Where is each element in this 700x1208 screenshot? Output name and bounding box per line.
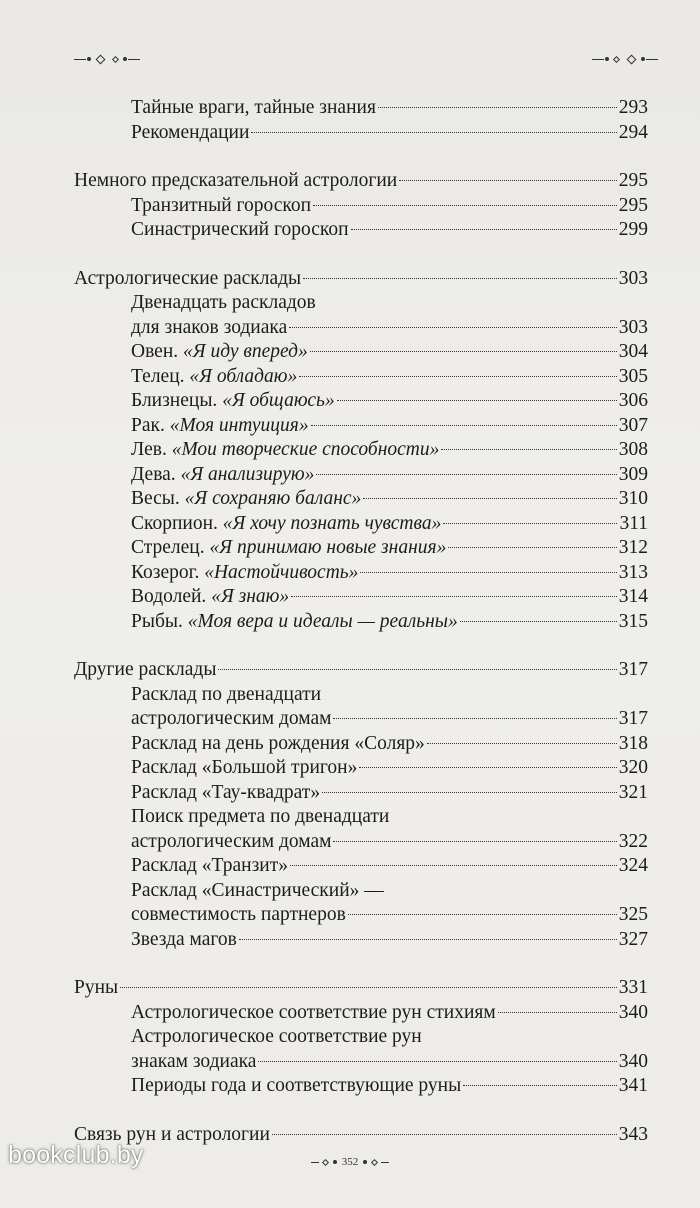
toc-subentry (74, 365, 648, 390)
toc-subentry (74, 121, 648, 146)
toc-entry-title (131, 928, 237, 953)
dot-leader (299, 376, 616, 377)
toc-page-number: 305 (618, 365, 648, 387)
table-of-contents (74, 96, 648, 1147)
toc-subentry (74, 610, 648, 635)
toc-entry-label: Весы. (131, 488, 185, 509)
toc-page-number: 315 (618, 610, 648, 632)
toc-entry-label: Тайные враги, тайные знания (131, 97, 376, 118)
toc-page-number: 317 (618, 659, 648, 680)
toc-subentry (74, 463, 648, 488)
toc-entry-title (131, 291, 316, 316)
toc-subentry (74, 1050, 648, 1075)
section-gap (74, 243, 648, 267)
dot-leader (360, 572, 616, 573)
toc-entry-title (131, 438, 439, 463)
dot-leader (291, 596, 617, 597)
toc-entry-title (131, 340, 308, 365)
toc-page-number: 312 (618, 537, 648, 558)
toc-page-number: 314 (618, 586, 648, 607)
dot-leader (399, 180, 617, 181)
dot-leader (239, 939, 617, 940)
toc-page-number: 341 (618, 1075, 648, 1096)
toc-entry-label: Рекомендации (131, 121, 250, 143)
toc-subentry (74, 316, 648, 341)
dot-leader (363, 498, 616, 499)
toc-subentry (74, 96, 648, 121)
toc-subentry (74, 512, 648, 537)
toc-page-number: 325 (618, 904, 648, 925)
toc-subentry (74, 561, 648, 586)
toc-page-number: 304 (618, 341, 648, 362)
toc-entry-label: Телец. (131, 365, 190, 387)
toc-subentry (74, 781, 648, 806)
toc-entry-motto: «Мои творческие способности» (171, 439, 440, 460)
dot-leader (316, 474, 616, 475)
toc-entry-title (131, 512, 441, 537)
toc-page-number: 322 (618, 830, 648, 852)
toc-subentry (74, 683, 648, 708)
dot-leader (303, 278, 617, 279)
toc-subentry (74, 389, 648, 414)
toc-section-entry (74, 267, 648, 292)
toc-entry-title (74, 976, 118, 1001)
toc-entry-title (131, 879, 384, 904)
toc-entry-title (131, 756, 357, 781)
toc-entry-title (131, 194, 311, 219)
toc-subentry (74, 854, 648, 879)
toc-entry-label: Другие расклады (74, 659, 217, 680)
toc-entry-title (131, 732, 425, 757)
toc-entry-title (131, 561, 358, 586)
toc-entry-motto: «Я хочу познать чувства» (222, 512, 442, 534)
toc-entry-title (131, 585, 289, 610)
toc-entry-label: Транзитный гороскоп (131, 194, 312, 216)
toc-entry-title (131, 121, 249, 146)
dot-leader (311, 425, 617, 426)
toc-entry-label: Овен. (131, 341, 184, 362)
toc-entry-label: Периоды года и соответствующие руны (131, 1075, 462, 1096)
toc-entry-label: Козерог. (131, 561, 205, 583)
toc-subentry (74, 805, 648, 830)
dot-leader (427, 743, 617, 744)
toc-entry-motto: «Я обладаю» (189, 365, 298, 387)
toc-entry-motto: «Я иду вперед» (183, 341, 308, 362)
dot-leader (251, 132, 616, 133)
dot-leader (333, 841, 616, 842)
toc-entry-label: Руны (74, 977, 119, 998)
toc-entry-label: Близнецы. (131, 390, 223, 411)
toc-entry-label: Связь рун и астрологии (74, 1123, 270, 1145)
toc-page-number: 308 (618, 439, 648, 460)
toc-subentry (74, 585, 648, 610)
toc-entry-label: Астрологические расклады (74, 267, 302, 289)
page-number: 352 (341, 1156, 359, 1168)
toc-entry-title (131, 1001, 496, 1026)
dot-leader (348, 914, 617, 915)
toc-entry-label: Скорпион. (131, 512, 223, 534)
toc-entry-title (131, 536, 446, 561)
toc-page-number: 331 (618, 977, 648, 998)
dot-leader (337, 400, 617, 401)
dot-leader (218, 669, 616, 670)
toc-entry-label: Рак. (131, 414, 170, 436)
toc-subentry (74, 707, 648, 732)
toc-subentry (74, 830, 648, 855)
toc-subentry (74, 487, 648, 512)
toc-entry-label: Двенадцать раскладов (131, 292, 316, 313)
toc-entry-title (131, 389, 335, 414)
toc-entry-label: Немного предсказательной астрологии (74, 170, 398, 191)
toc-section-entry (74, 658, 648, 683)
toc-entry-title (131, 1025, 422, 1050)
toc-entry-label: Расклад «Синастрический» — (131, 879, 384, 901)
toc-entry-label: Расклад по двенадцати (131, 683, 322, 705)
dot-leader (120, 987, 617, 988)
toc-entry-title (131, 707, 331, 732)
toc-entry-label: знакам зодиака (131, 1050, 257, 1072)
section-gap (74, 145, 648, 169)
toc-entry-motto: «Я принимаю новые знания» (209, 537, 447, 558)
toc-section-entry (74, 976, 648, 1001)
toc-entry-label: Астрологическое соответствие рун (131, 1026, 422, 1047)
toc-page-number: 303 (618, 267, 648, 289)
toc-subentry (74, 1001, 648, 1026)
toc-entry-motto: «Я анализирую» (180, 463, 315, 485)
toc-page-number: 294 (618, 121, 648, 143)
toc-entry-title (131, 805, 389, 830)
footer-ornament-right-icon (362, 1160, 389, 1165)
dot-leader (272, 1134, 617, 1135)
toc-page-number: 306 (618, 390, 648, 411)
toc-entry-title (131, 903, 346, 928)
toc-entry-label: Поиск предмета по двенадцати (131, 806, 390, 827)
toc-entry-title (131, 781, 320, 806)
toc-entry-label: астрологическим домам (131, 830, 332, 852)
toc-entry-title (131, 96, 376, 121)
section-gap (74, 1099, 648, 1123)
dot-leader (443, 523, 617, 524)
dot-leader (498, 1012, 617, 1013)
footer-ornament-left-icon (311, 1160, 338, 1165)
toc-entry-title (131, 830, 331, 855)
header-ornament-right-icon (592, 52, 658, 66)
toc-section-entry (74, 1123, 648, 1148)
toc-subentry (74, 879, 648, 904)
toc-entry-label: Рыбы. (131, 610, 188, 632)
toc-entry-label: Расклад «Транзит» (131, 855, 288, 876)
toc-page-number: 317 (618, 708, 648, 729)
toc-entry-label: для знаков зодиака (131, 316, 288, 338)
toc-page-number: 313 (618, 561, 648, 583)
toc-entry-motto: «Моя интуиция» (169, 414, 309, 436)
dot-leader (322, 792, 617, 793)
toc-entry-label: Астрологическое соответствие рун стихиям (131, 1001, 496, 1023)
toc-subentry (74, 903, 648, 928)
dot-leader (333, 718, 616, 719)
toc-subentry (74, 1025, 648, 1050)
toc-page-number: 343 (618, 1123, 648, 1145)
toc-page-number: 295 (618, 170, 648, 191)
toc-entry-motto: «Настойчивость» (204, 561, 359, 583)
toc-entry-label: Синастрический гороскоп (131, 219, 349, 240)
toc-page-number: 311 (619, 512, 648, 534)
toc-page-number: 327 (618, 928, 648, 950)
dot-leader (359, 767, 616, 768)
toc-entry-title (131, 414, 309, 439)
dot-leader (441, 449, 616, 450)
toc-entry-title (131, 1074, 461, 1099)
toc-subentry (74, 928, 648, 953)
toc-entry-label: Дева. (131, 463, 181, 485)
toc-subentry (74, 340, 648, 365)
toc-subentry (74, 194, 648, 219)
watermark: bookclub.by (8, 1141, 144, 1169)
toc-entry-title (74, 267, 301, 292)
toc-entry-title (131, 683, 321, 708)
toc-entry-label: астрологическим домам (131, 708, 332, 729)
toc-entry-motto: «Я сохраняю баланс» (184, 488, 362, 509)
toc-page-number: 307 (618, 414, 648, 436)
toc-entry-title (74, 658, 216, 683)
toc-entry-title (131, 854, 288, 879)
toc-entry-motto: «Я знаю» (211, 586, 290, 607)
dot-leader (290, 865, 617, 866)
toc-entry-label: Звезда магов (131, 928, 237, 950)
toc-entry-motto: «Моя вера и идеалы — реальны» (187, 610, 458, 632)
toc-entry-title (131, 610, 458, 635)
toc-entry-label: Лев. (131, 439, 172, 460)
toc-entry-title (131, 365, 297, 390)
toc-page-number: 340 (618, 1050, 648, 1072)
toc-subentry (74, 1074, 648, 1099)
dot-leader (313, 205, 617, 206)
toc-subentry (74, 732, 648, 757)
toc-entry-title (131, 463, 314, 488)
toc-page-number: 303 (618, 316, 648, 338)
header-ornament-left-icon (74, 52, 140, 66)
toc-subentry (74, 291, 648, 316)
toc-entry-label: Расклад «Большой тригон» (131, 757, 358, 778)
toc-page-number: 310 (618, 488, 648, 509)
toc-section-entry (74, 169, 648, 194)
toc-entry-label: Расклад «Тау-квадрат» (131, 781, 321, 803)
dot-leader (351, 229, 617, 230)
toc-entry-title (131, 1050, 256, 1075)
toc-page-number: 299 (618, 219, 648, 240)
toc-entry-title (131, 316, 287, 341)
toc-entry-label: Расклад на день рождения «Соляр» (131, 732, 425, 754)
dot-leader (289, 327, 617, 328)
toc-subentry (74, 438, 648, 463)
dot-leader (378, 107, 617, 108)
toc-entry-motto: «Я общаюсь» (222, 390, 335, 411)
toc-page-number: 321 (618, 781, 648, 803)
toc-page-number: 340 (618, 1001, 648, 1023)
toc-entry-label: совместимость партнеров (131, 904, 346, 925)
toc-entry-title (131, 218, 349, 243)
toc-page-number: 295 (618, 194, 648, 216)
toc-page-number: 324 (618, 855, 648, 876)
dot-leader (460, 621, 617, 622)
toc-entry-title (74, 169, 397, 194)
dot-leader (310, 351, 617, 352)
toc-entry-title (131, 487, 361, 512)
section-gap (74, 952, 648, 976)
dot-leader (448, 547, 616, 548)
toc-page-number: 309 (618, 463, 648, 485)
section-gap (74, 634, 648, 658)
toc-page-number: 320 (618, 757, 648, 778)
toc-subentry (74, 536, 648, 561)
dot-leader (463, 1085, 617, 1086)
dot-leader (258, 1061, 616, 1062)
toc-entry-label: Стрелец. (131, 537, 210, 558)
toc-page-number: 293 (618, 97, 648, 118)
toc-page-number: 318 (618, 732, 648, 754)
toc-subentry (74, 756, 648, 781)
toc-subentry (74, 218, 648, 243)
toc-subentry (74, 414, 648, 439)
toc-entry-label: Водолей. (131, 586, 212, 607)
